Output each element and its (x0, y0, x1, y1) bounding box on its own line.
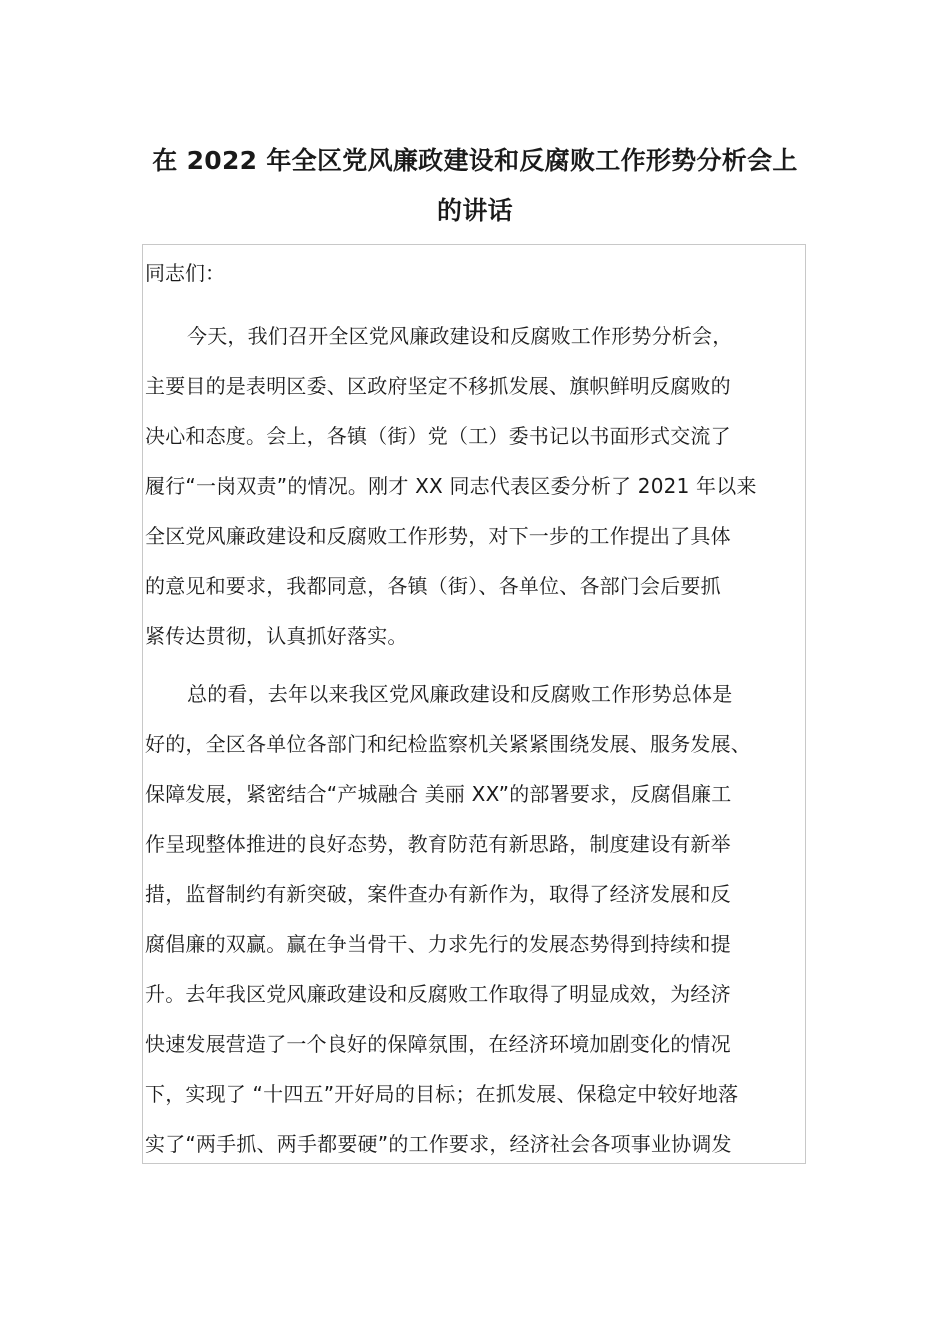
paragraph-1 (143, 311, 806, 661)
paragraph-line: 腐倡廉的双赢。赢在争当骨干、力求先行的发展态势得到持续和提 (145, 932, 731, 956)
document-title (140, 136, 810, 236)
paragraph-line: 快速发展营造了一个良好的保障氛围，在经济环境加剧变化的情况 (145, 1032, 731, 1056)
paragraph-2 (143, 669, 806, 1164)
paragraph-line: 作呈现整体推进的良好态势，教育防范有新思路，制度建设有新举 (145, 832, 731, 856)
document-body (142, 244, 806, 1164)
paragraph-line: 决心和态度。会上，各镇（街）党（工）委书记以书面形式交流了 (145, 424, 731, 448)
paragraph-line: 好的，全区各单位各部门和纪检监察机关紧紧围绕发展、服务发展、 (145, 732, 751, 756)
paragraph-line: 保障发展，紧密结合“产城融合 美丽 XX”的部署要求，反腐倡廉工 (145, 782, 732, 806)
paragraph-line: 总的看，去年以来我区党风廉政建设和反腐败工作形势总体是 (187, 682, 733, 706)
paragraph-line: 全区党风廉政建设和反腐败工作形势，对下一步的工作提出了具体 (145, 524, 731, 548)
paragraph-line: 实了“两手抓、两手都要硬”的工作要求，经济社会各项事业协调发 (145, 1132, 732, 1156)
paragraph-line: 下，实现了 “十四五”开好局的目标；在抓发展、保稳定中较好地落 (145, 1082, 739, 1106)
paragraph-line: 措，监督制约有新突破，案件查办有新作为，取得了经济发展和反 (145, 882, 731, 906)
paragraph-line: 今天，我们召开全区党风廉政建设和反腐败工作形势分析会， (187, 324, 733, 348)
paragraph-line: 的意见和要求，我都同意，各镇（街）、各单位、各部门会后要抓 (145, 574, 721, 598)
paragraph-line: 主要目的是表明区委、区政府坚定不移抓发展、旗帜鲜明反腐败的 (145, 374, 731, 398)
paragraph-line: 履行“一岗双责”的情况。刚才 XX 同志代表区委分析了 2021 年以来 (145, 474, 757, 498)
title-line-2: 的讲话 (437, 196, 513, 225)
salutation: 同志们： (145, 261, 225, 285)
paragraph-line: 升。去年我区党风廉政建设和反腐败工作取得了明显成效，为经济 (145, 982, 731, 1006)
paragraph-line: 紧传达贯彻，认真抓好落实。 (145, 624, 408, 648)
title-line-1: 在 2022 年全区党风廉政建设和反腐败工作形势分析会上 (152, 146, 798, 175)
